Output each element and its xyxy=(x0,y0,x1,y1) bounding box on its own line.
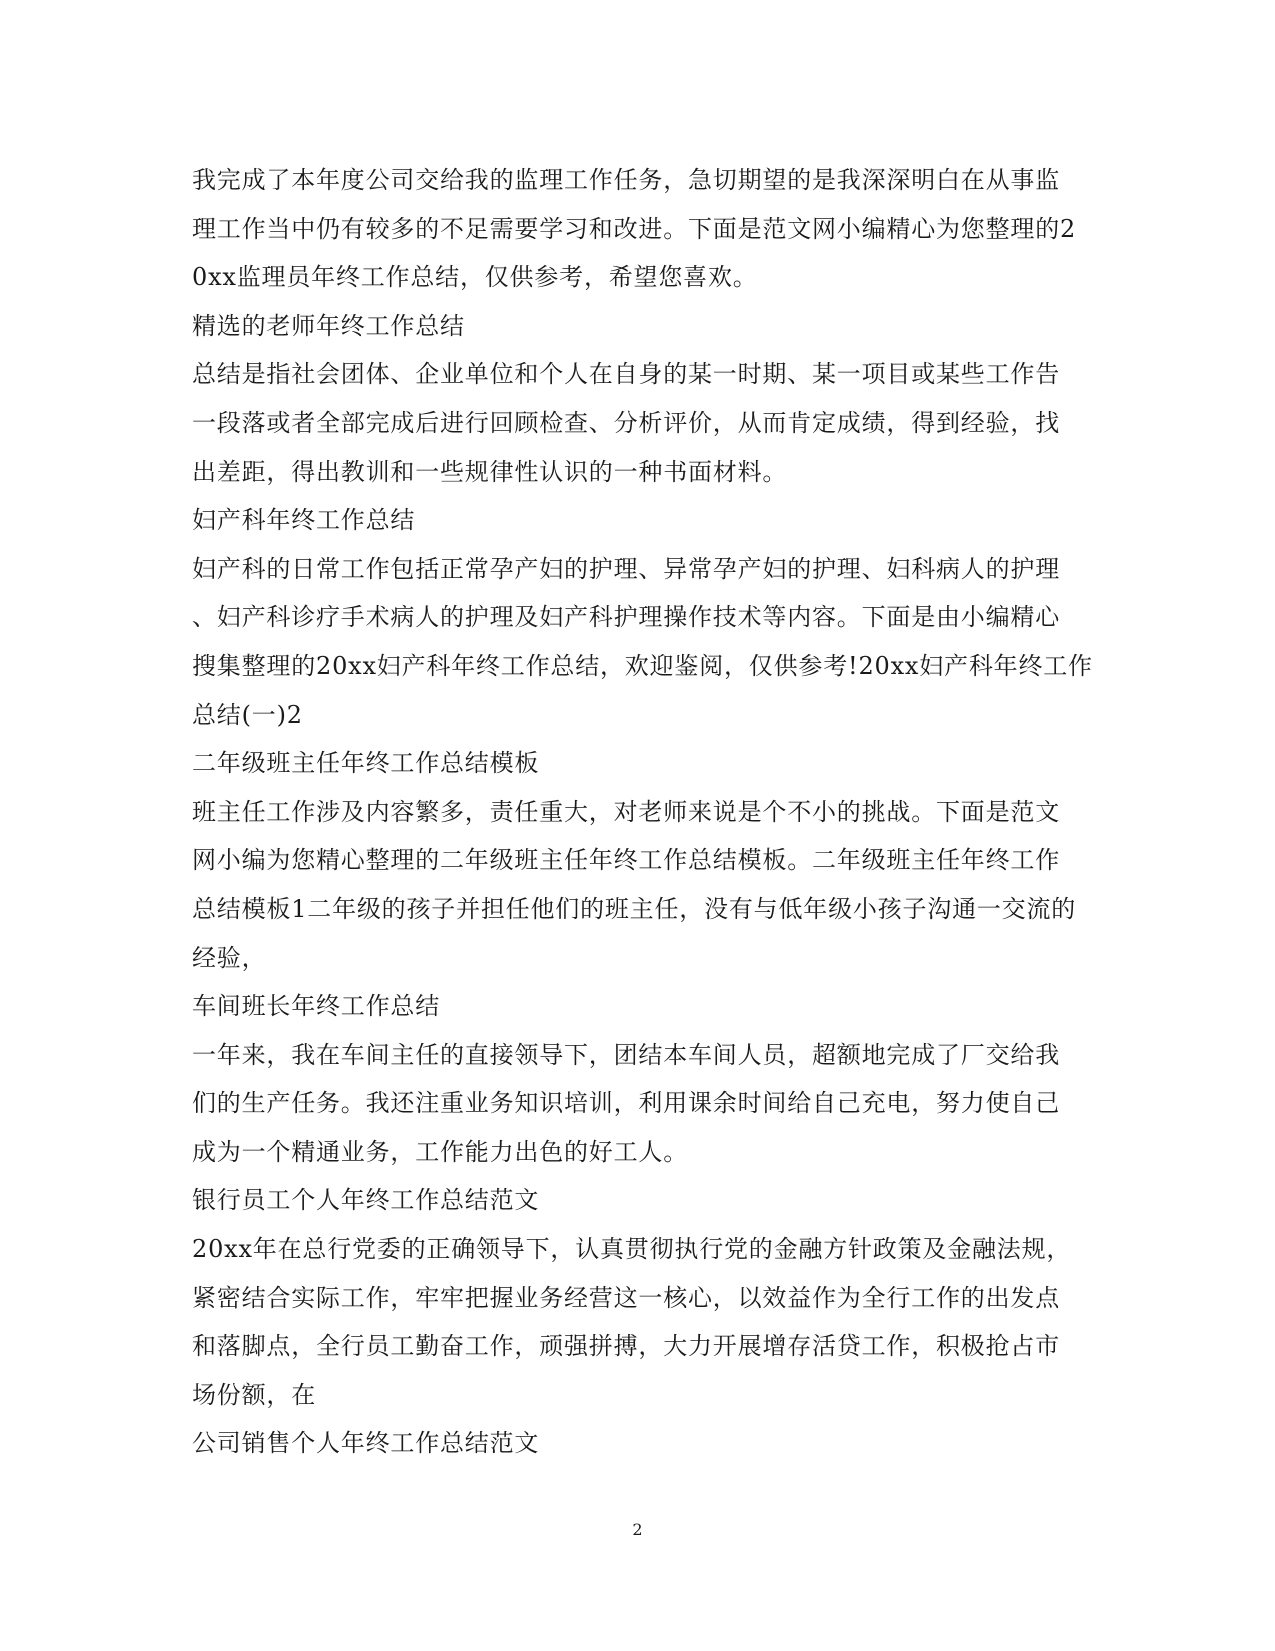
text-line: 我完成了本年度公司交给我的监理工作任务，急切期望的是我深深明白在从事监 xyxy=(192,166,1060,194)
text-line: 场份额，在 xyxy=(192,1380,316,1409)
text-line: 搜集整理的20xx妇产科年终工作总结，欢迎鉴阅，仅供参考!20xx妇产科年终工作 xyxy=(192,651,1093,680)
text-line: 妇产科的日常工作包括正常孕产妇的护理、异常孕产妇的护理、妇科病人的护理 xyxy=(192,554,1060,583)
text-line: 、妇产科诊疗手术病人的护理及妇产科护理操作技术等内容。下面是由小编精心 xyxy=(192,603,1060,632)
section-heading: 二年级班主任年终工作总结模板 xyxy=(192,749,540,778)
text-line: 总结(一)2 xyxy=(192,700,303,729)
text-line: 紧密结合实际工作，牢牢把握业务经营这一核心，以效益作为全行工作的出发点 xyxy=(192,1283,1060,1312)
text-line: 和落脚点，全行员工勤奋工作，顽强拼搏，大力开展增存活贷工作，积极抢占市 xyxy=(192,1332,1060,1361)
page-number: 2 xyxy=(632,1520,643,1539)
text-line: 一年来，我在车间主任的直接领导下，团结本车间人员，超额地完成了厂交给我 xyxy=(192,1040,1060,1069)
text-line: 20xx年在总行党委的正确领导下，认真贯彻执行党的金融方针政策及金融法规， xyxy=(192,1235,1072,1264)
text-line: 一段落或者全部完成后进行回顾检查、分析评价，从而肯定成绩，得到经验，找 xyxy=(192,408,1060,437)
section-heading: 车间班长年终工作总结 xyxy=(192,992,440,1021)
text-line: 们的生产任务。我还注重业务知识培训，利用课余时间给自己充电，努力使自己 xyxy=(192,1089,1060,1118)
text-line: 成为一个精通业务，工作能力出色的好工人。 xyxy=(192,1137,688,1166)
section-heading: 银行员工个人年终工作总结范文 xyxy=(192,1186,540,1215)
text-line: 总结模板1二年级的孩子并担任他们的班主任，没有与低年级小孩子沟通一交流的 xyxy=(192,894,1077,923)
section-heading: 妇产科年终工作总结 xyxy=(192,506,416,535)
text-line: 班主任工作涉及内容繁多，责任重大，对老师来说是个不小的挑战。下面是范文 xyxy=(192,797,1060,826)
text-line: 总结是指社会团体、企业单位和个人在自身的某一时期、某一项目或某些工作告 xyxy=(192,360,1060,389)
section-heading: 精选的老师年终工作总结 xyxy=(192,311,465,340)
document-body xyxy=(192,156,1093,1468)
text-line: 理工作当中仍有较多的不足需要学习和改进。下面是范文网小编精心为您整理的2 xyxy=(192,214,1077,243)
text-line: 0xx监理员年终工作总结，仅供参考，希望您喜欢。 xyxy=(192,263,758,292)
section-heading: 公司销售个人年终工作总结范文 xyxy=(192,1429,540,1458)
text-line: 出差距，得出教训和一些规律性认识的一种书面材料。 xyxy=(192,457,788,486)
text-line: 经验， xyxy=(192,943,267,972)
text-line: 网小编为您精心整理的二年级班主任年终工作总结模板。二年级班主任年终工作 xyxy=(192,846,1060,875)
